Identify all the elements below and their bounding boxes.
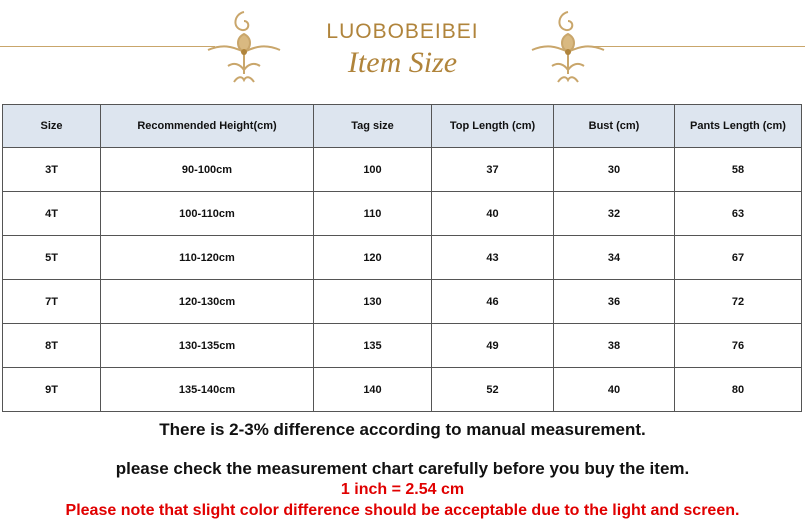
table-row bbox=[3, 192, 802, 236]
color-difference-note: Please note that slight color difference should be acceptable due to the light and screen. bbox=[65, 502, 740, 519]
cell-bust: 30 bbox=[554, 148, 675, 192]
cell-height: 135-140cm bbox=[101, 368, 314, 412]
cell-pants-length: 58 bbox=[675, 148, 802, 192]
cell-top-length: 46 bbox=[432, 280, 554, 324]
header bbox=[0, 0, 805, 100]
cell-pants-length: 63 bbox=[675, 192, 802, 236]
page-title: Item Size bbox=[347, 46, 458, 79]
cell-size: 8T bbox=[3, 324, 101, 368]
cell-size: 9T bbox=[3, 368, 101, 412]
header-top-length: Top Length (cm) bbox=[432, 105, 554, 148]
inch-conversion-note: 1 inch = 2.54 cm bbox=[340, 481, 465, 498]
check-chart-note: please check the measurement chart carefully before you buy the item. bbox=[115, 459, 690, 478]
cell-tag-size: 110 bbox=[314, 192, 432, 236]
header-pants-length: Pants Length (cm) bbox=[675, 105, 802, 148]
cell-bust: 34 bbox=[554, 236, 675, 280]
measurement-difference-note: There is 2-3% difference according to manual measurement. bbox=[159, 420, 646, 439]
cell-height: 130-135cm bbox=[101, 324, 314, 368]
cell-pants-length: 76 bbox=[675, 324, 802, 368]
cell-bust: 38 bbox=[554, 324, 675, 368]
cell-height: 120-130cm bbox=[101, 280, 314, 324]
cell-top-length: 49 bbox=[432, 324, 554, 368]
table-row bbox=[3, 280, 802, 324]
cell-pants-length: 72 bbox=[675, 280, 802, 324]
cell-top-length: 40 bbox=[432, 192, 554, 236]
cell-tag-size: 120 bbox=[314, 236, 432, 280]
cell-tag-size: 130 bbox=[314, 280, 432, 324]
cell-pants-length: 67 bbox=[675, 236, 802, 280]
cell-top-length: 37 bbox=[432, 148, 554, 192]
cell-tag-size: 140 bbox=[314, 368, 432, 412]
cell-height: 100-110cm bbox=[101, 192, 314, 236]
header-bust: Bust (cm) bbox=[554, 105, 675, 148]
header-tag-size: Tag size bbox=[314, 105, 432, 148]
cell-size: 5T bbox=[3, 236, 101, 280]
cell-tag-size: 135 bbox=[314, 324, 432, 368]
header-recommended-height: Recommended Height(cm) bbox=[101, 105, 314, 148]
table-row bbox=[3, 148, 802, 192]
cell-bust: 40 bbox=[554, 368, 675, 412]
table-row bbox=[3, 324, 802, 368]
cell-bust: 32 bbox=[554, 192, 675, 236]
cell-bust: 36 bbox=[554, 280, 675, 324]
cell-height: 110-120cm bbox=[101, 236, 314, 280]
table-row bbox=[3, 236, 802, 280]
cell-height: 90-100cm bbox=[101, 148, 314, 192]
header-size: Size bbox=[3, 105, 101, 148]
cell-tag-size: 100 bbox=[314, 148, 432, 192]
cell-pants-length: 80 bbox=[675, 368, 802, 412]
cell-size: 3T bbox=[3, 148, 101, 192]
brand-name: LUOBOBEIBEI bbox=[326, 20, 479, 43]
cell-size: 7T bbox=[3, 280, 101, 324]
cell-size: 4T bbox=[3, 192, 101, 236]
cell-top-length: 43 bbox=[432, 236, 554, 280]
size-chart-table bbox=[2, 104, 802, 412]
table-row bbox=[3, 368, 802, 412]
cell-top-length: 52 bbox=[432, 368, 554, 412]
table-header-row bbox=[3, 105, 802, 148]
